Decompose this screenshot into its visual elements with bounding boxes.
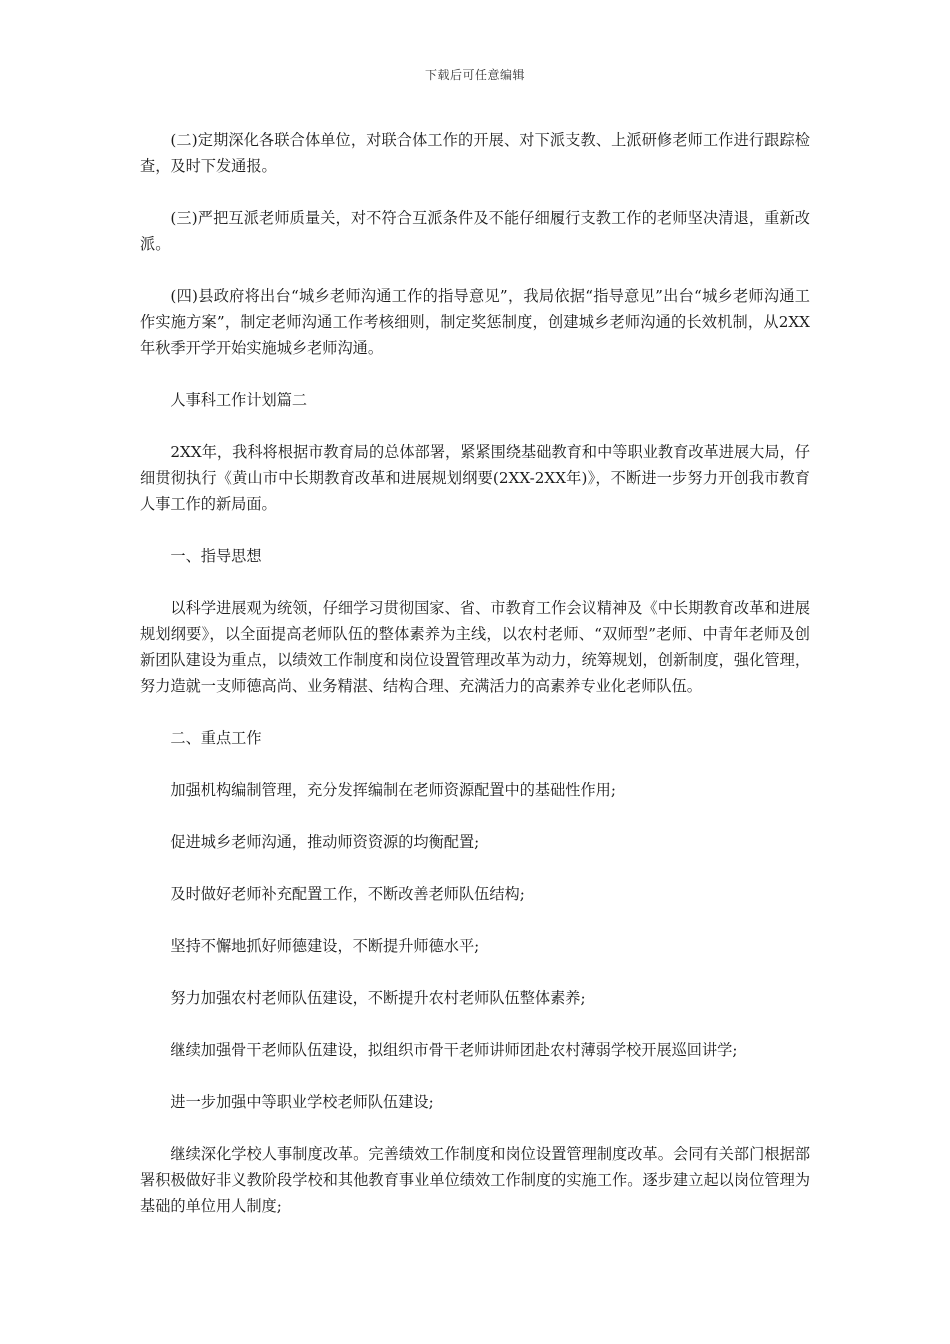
list-item: 继续深化学校人事制度改革。完善绩效工作制度和岗位设置管理制度改革。会同有关部门根据部署积极做好非义教阶段学校和其他教育事业单位绩效工作制度的实施工作。逐步建立起以岗位管理为基础的单位用人制度; xyxy=(140,1145,810,1215)
paragraph: 2XX年，我科将根据市教育局的总体部署，紧紧围绕基础教育和中等职业教育改革进展大局，仔细贯彻执行《黄山市中长期教育改革和进展规划纲要(2XX-2XX年)》，不断进一步努力开创我市教育人事工作的新局面。 xyxy=(140,443,810,513)
list-item: 及时做好老师补充配置工作，不断改善老师队伍结构; xyxy=(170,885,525,903)
paragraph: (三)严把互派老师质量关，对不符合互派条件及不能仔细履行支教工作的老师坚决清退，重新改派。 xyxy=(140,209,810,253)
section-heading: 二、重点工作 xyxy=(170,729,262,747)
document-body xyxy=(140,127,810,1219)
paragraph: (二)定期深化各联合体单位，对联合体工作的开展、对下派支教、上派研修老师工作进行跟踪检查，及时下发通报。 xyxy=(140,131,810,175)
list-item: 进一步加强中等职业学校老师队伍建设; xyxy=(170,1093,434,1111)
list-item: 加强机构编制管理，充分发挥编制在老师资源配置中的基础性作用; xyxy=(170,781,616,799)
list-item: 继续加强骨干老师队伍建设，拟组织市骨干老师讲师团赴农村薄弱学校开展巡回讲学; xyxy=(170,1041,738,1059)
section-title: 人事科工作计划篇二 xyxy=(170,391,308,409)
paragraph: 以科学进展观为统领，仔细学习贯彻国家、省、市教育工作会议精神及《中长期教育改革和进展规划纲要》，以全面提高老师队伍的整体素养为主线，以农村老师、“双师型”老师、中青年老师及创新团队建设为重点，以绩效工作制度和岗位设置管理改革为动力，统筹规划，创新制度，强化管理，努力造就一支师德高尚、业务精湛、结构合理、充满活力的高素养专业化老师队伍。 xyxy=(140,599,810,695)
list-item: 坚持不懈地抓好师德建设，不断提升师德水平; xyxy=(170,937,480,955)
section-heading: 一、指导思想 xyxy=(170,547,262,565)
page-header-note: 下载后可任意编辑 xyxy=(424,68,525,82)
paragraph: (四)县政府将出台“城乡老师沟通工作的指导意见”，我局依据“指导意见”出台“城乡老师沟通工作实施方案”，制定老师沟通工作考核细则，制定奖惩制度，创建城乡老师沟通的长效机制，从2XX年秋季开学开始实施城乡老师沟通。 xyxy=(140,287,810,357)
list-item: 促进城乡老师沟通，推动师资资源的均衡配置; xyxy=(170,833,480,851)
list-item: 努力加强农村老师队伍建设，不断提升农村老师队伍整体素养; xyxy=(170,989,586,1007)
